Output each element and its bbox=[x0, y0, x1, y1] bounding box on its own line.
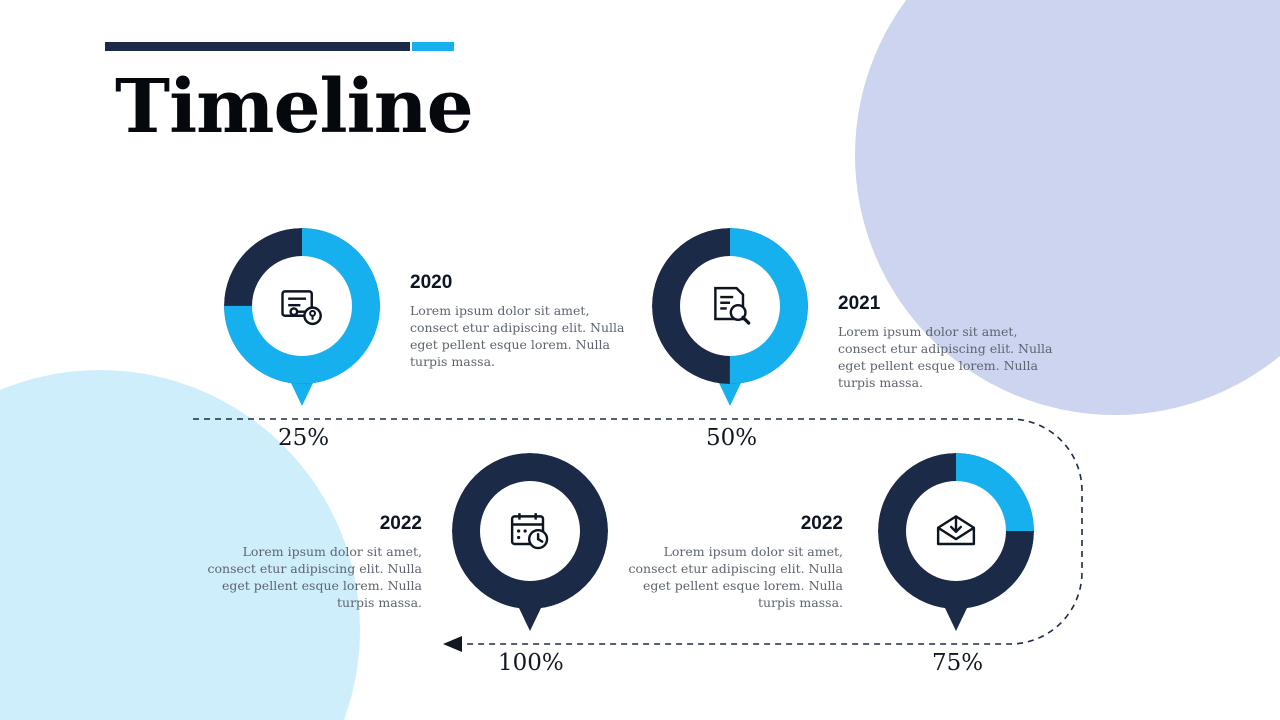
milestone-pin-2021[interactable] bbox=[652, 228, 808, 384]
pin-icon-holder bbox=[906, 481, 1006, 581]
milestone-body-2022-b: Lorem ipsum dolor sit amet, consect etur adipiscing elit. Nulla eget pellent esque lorem. Nulla turpis massa. bbox=[628, 544, 843, 610]
milestone-body-2020: Lorem ipsum dolor sit amet, consect etur adipiscing elit. Nulla eget pellent esque lorem. Nulla turpis massa. bbox=[410, 303, 625, 369]
milestone-text-2022-a bbox=[194, 513, 422, 612]
milestone-pin-2022-b[interactable] bbox=[878, 453, 1034, 609]
key-document-icon bbox=[276, 280, 328, 332]
milestone-year-2020: 2020 bbox=[410, 272, 453, 293]
pin-icon-holder bbox=[480, 481, 580, 581]
percent-label-25: 25% bbox=[278, 425, 330, 451]
title-rule-blue bbox=[412, 42, 454, 51]
percent-label-50: 50% bbox=[706, 425, 758, 451]
pin-icon-holder bbox=[680, 256, 780, 356]
percent-label-75: 75% bbox=[932, 650, 984, 676]
percent-label-100: 100% bbox=[498, 650, 564, 676]
page-title: Timeline bbox=[115, 64, 473, 150]
milestone-text-2021 bbox=[838, 293, 1066, 392]
milestone-text-2022-b bbox=[615, 513, 843, 612]
calendar-clock-icon bbox=[504, 505, 556, 557]
milestone-body-2022-a: Lorem ipsum dolor sit amet, consect etur adipiscing elit. Nulla eget pellent esque lorem. Nulla turpis massa. bbox=[207, 544, 422, 610]
milestone-text-2020 bbox=[410, 272, 638, 371]
milestone-year-2021: 2021 bbox=[838, 293, 881, 314]
document-search-icon bbox=[704, 280, 756, 332]
milestone-pin-2022-a[interactable] bbox=[452, 453, 608, 609]
pin-icon-holder bbox=[252, 256, 352, 356]
milestone-year-2022-b: 2022 bbox=[800, 513, 843, 534]
milestone-body-2021: Lorem ipsum dolor sit amet, consect etur adipiscing elit. Nulla eget pellent esque lorem. Nulla turpis massa. bbox=[838, 324, 1053, 390]
mail-download-icon bbox=[930, 505, 982, 557]
title-rule-dark bbox=[105, 42, 410, 51]
milestone-year-2022-a: 2022 bbox=[379, 513, 422, 534]
milestone-pin-2020[interactable] bbox=[224, 228, 380, 384]
